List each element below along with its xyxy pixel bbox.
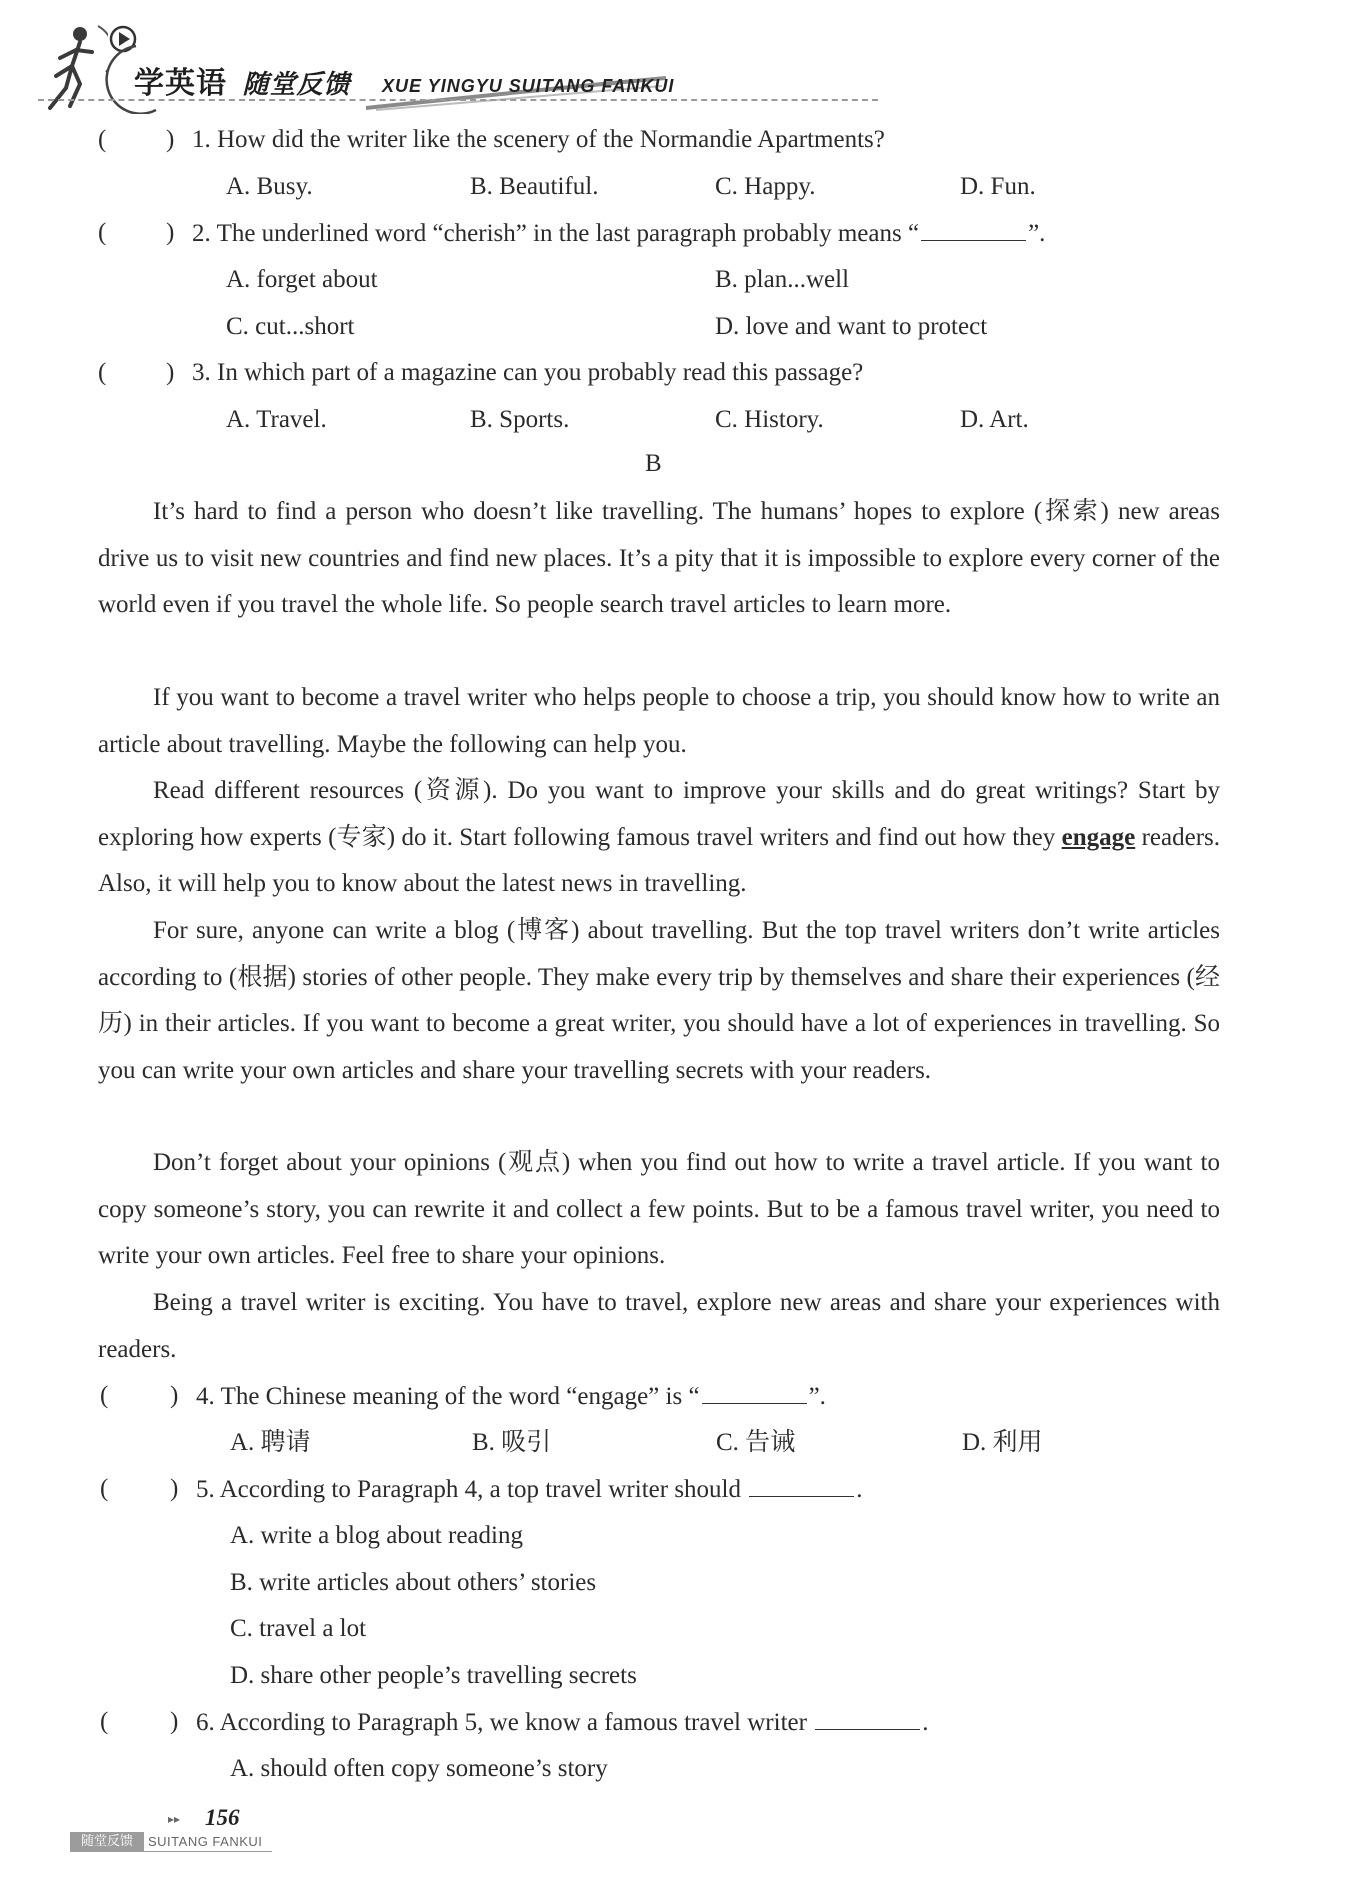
footer-label-cn: 随堂反馈 [70, 1832, 144, 1852]
question-6: 6. According to Paragraph 5, we know a famous travel writer . [196, 1709, 929, 1736]
q5-option-d: D. share other people’s travelling secrets [230, 1662, 637, 1689]
q2-option-a: A. forget about [226, 266, 378, 293]
header-title-en: XUE YINGYU SUITANG FANKUI [382, 76, 675, 96]
footer-divider [144, 1851, 272, 1852]
answer-paren-open: ( [98, 219, 107, 246]
q3-option-c: C. History. [715, 406, 824, 433]
answer-paren-close: ) [170, 1382, 179, 1409]
question-2: 2. The underlined word “cherish” in the last paragraph probably means “ ”. [192, 220, 1046, 247]
answer-paren-close: ) [170, 1475, 179, 1502]
q4-option-b: B. 吸引 [472, 1429, 552, 1456]
answer-paren-open: ( [100, 1382, 109, 1409]
footer-label-en: SUITANG FANKUI [148, 1834, 263, 1849]
question-3: 3. In which part of a magazine can you probably read this passage? [192, 359, 864, 386]
q2-option-d: D. love and want to protect [715, 313, 988, 340]
q3-option-d: D. Art. [960, 406, 1029, 433]
q1-option-b: B. Beautiful. [470, 173, 599, 200]
passage-paragraph-1: It’s hard to find a person who doesn’t like travelling. The humans’ hopes to explore (探索) new areas drive us to visit new countries and find new places. It’s a pity that it is impossible to explore every corner of the world even if you travel the whole life. So people search travel articles to learn more. [98, 498, 1220, 618]
answer-blank[interactable] [921, 218, 1026, 241]
answer-paren-open: ( [100, 1708, 109, 1735]
question-5: 5. According to Paragraph 4, a top travel writer should . [196, 1476, 863, 1503]
q5-option-c: C. travel a lot [230, 1615, 367, 1642]
underlined-word-engage: engage [1061, 823, 1136, 851]
q4-option-d: D. 利用 [962, 1429, 1043, 1456]
passage-paragraph-6: Being a travel writer is exciting. You have to travel, explore new areas and share your experiences with readers. [98, 1289, 1220, 1363]
answer-paren-close: ) [166, 219, 175, 246]
header-title: 学英语 随堂反馈 [134, 66, 351, 101]
q5-option-a: A. write a blog about reading [230, 1522, 523, 1549]
q4-option-c: C. 告诫 [716, 1429, 796, 1456]
passage-paragraph-3: Read different resources (资源). Do you want to improve your skills and do great writings? Start by exploring how experts (专家) do it. Start following famous travel writers and find out how they engage readers. Also, it will help you to know about the latest news in travelling. [98, 777, 1221, 897]
question-4: 4. The Chinese meaning of the word “engage” is “ ”. [196, 1383, 826, 1410]
answer-paren-close: ) [170, 1708, 179, 1735]
q6-option-a: A. should often copy someone’s story [230, 1755, 608, 1782]
answer-blank[interactable] [749, 1474, 854, 1497]
footer-arrow-icon: ▸▸ [168, 1812, 181, 1826]
q4-option-a: A. 聘请 [230, 1429, 311, 1456]
answer-paren-open: ( [100, 1475, 109, 1502]
q3-option-b: B. Sports. [470, 406, 570, 433]
answer-paren-open: ( [98, 126, 107, 153]
page-number: 156 [205, 1805, 240, 1830]
q2-option-b: B. plan...well [715, 266, 850, 293]
answer-paren-open: ( [98, 359, 107, 386]
q3-option-a: A. Travel. [226, 406, 327, 433]
answer-blank[interactable] [815, 1707, 920, 1730]
q1-option-a: A. Busy. [226, 173, 313, 200]
passage-paragraph-4: For sure, anyone can write a blog (博客) about travelling. But the top travel writers don’t write articles according to (根据) stories of other people. They make every trip by themselves and share their experiences (经历) in their articles. If you want to become a great writer, you should have a lot of experiences in travelling. So you can write your own articles and share your travelling secrets with your readers. [98, 917, 1220, 1084]
answer-paren-close: ) [166, 359, 175, 386]
passage-paragraph-5: Don’t forget about your opinions (观点) when you find out how to write a travel article. If you want to copy someone’s story, you can rewrite it and collect a few points. But to be a famous travel writer, you need to write your own articles. Feel free to share your opinions. [98, 1149, 1220, 1269]
answer-paren-close: ) [166, 126, 175, 153]
q2-option-c: C. cut...short [226, 313, 355, 340]
passage-paragraph-2: If you want to become a travel writer who helps people to choose a trip, you should know how to write an article about travelling. Maybe the following can help you. [98, 684, 1220, 758]
answer-blank[interactable] [702, 1381, 807, 1404]
question-1: 1. How did the writer like the scenery of the Normandie Apartments? [192, 126, 885, 153]
q1-option-d: D. Fun. [960, 173, 1036, 200]
section-heading-b: B [645, 450, 662, 477]
q1-option-c: C. Happy. [715, 173, 816, 200]
q5-option-b: B. write articles about others’ stories [230, 1569, 597, 1596]
